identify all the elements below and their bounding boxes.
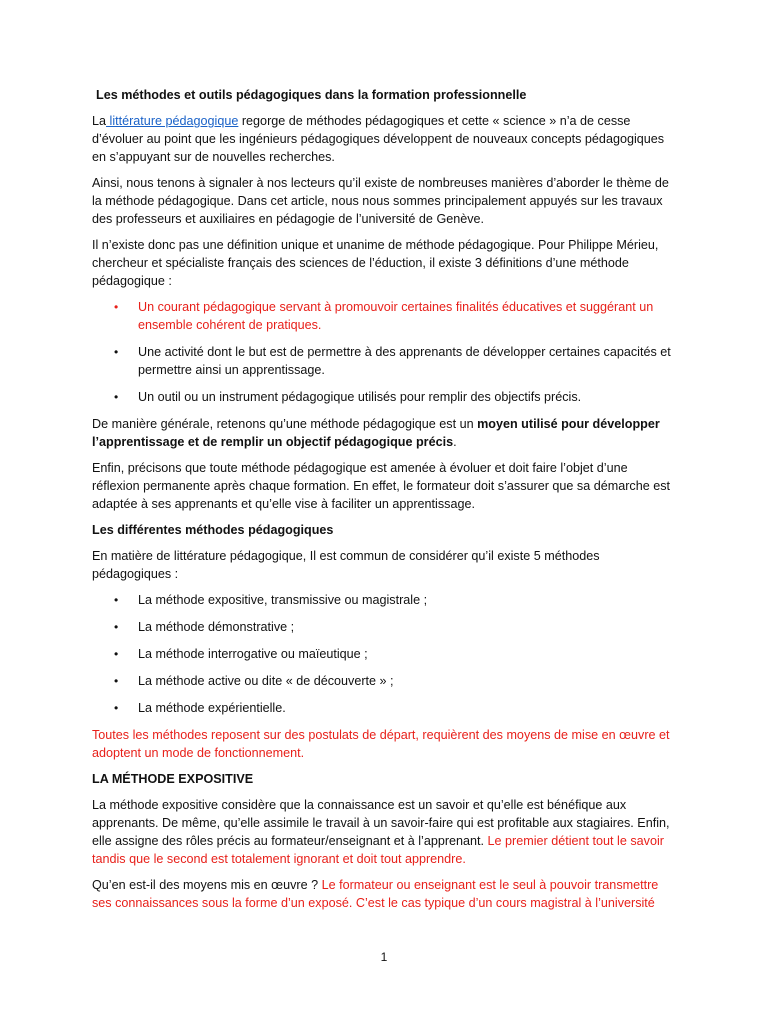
litterature-pedagogique-link[interactable]: littérature pédagogique: [106, 114, 239, 128]
general-bold-text: moyen utilisé pour développer l’apprentissage et de remplir un objectif pédagogique précis: [92, 417, 660, 449]
intro-text-rest: regorge de méthodes pédagogiques et cette « science » n’a de cesse d’évoluer au point que les ingénieurs pédagogiques développent de nouveaux concepts pédagogiques en s’appuyant sur de nouvelles recherches.: [92, 114, 665, 164]
expositive-text: La méthode expositive considère que la connaissance est un savoir et qu’elle est bénéfique aux apprenants. De même, qu’elle assimile le travail à un savoir-faire qui est profitable aux stagiaires. Enfin, elle assigne des rôles précis au formateur/enseignant et à l’apprenant.: [92, 798, 670, 848]
definition-item: • Un courant pédagogique servant à promouvoir certaines finalités éducatives et suggérant un ensemble cohérent de pratiques.: [92, 298, 678, 334]
general-text-end: .: [453, 435, 457, 449]
definitions-list: [92, 298, 678, 406]
paragraph-intro: [92, 112, 678, 166]
paragraph-moyens: [92, 876, 678, 912]
moyens-question: Qu’en est-il des moyens mis en œuvre ?: [92, 878, 319, 892]
paragraph-enfin: Enfin, précisons que toute méthode pédagogique est amenée à évoluer et doit faire l’objet d’une réflexion permanente après chaque formation. En effet, le formateur doit s’assurer que sa démarche est adaptée à ses apprenants et qu’elle vise à faciliter un apprentissage.: [92, 461, 670, 511]
definition-item: • Une activité dont le but est de permettre à des apprenants de développer certaines capacités et permettre ainsi un apprentissage.: [92, 343, 678, 379]
moyens-red-text: Le formateur ou enseignant est le seul à pouvoir transmettre ses connaissances sous la forme d’un exposé. C’est le cas typique d’un cours magistral à l’université: [92, 878, 659, 910]
method-item: • La méthode interrogative ou maïeutique ;: [92, 645, 678, 663]
expositive-red-text: Le premier détient tout le savoir tandis que le second est totalement ignorant et doit tout apprendre.: [92, 834, 664, 866]
method-item: • La méthode démonstrative ;: [92, 618, 678, 636]
method-item: • La méthode expositive, transmissive ou magistrale ;: [92, 591, 678, 609]
page-number: 1: [380, 950, 388, 964]
paragraph-methods-intro: En matière de littérature pédagogique, Il est commun de considérer qu’il existe 5 méthodes pédagogiques :: [92, 549, 600, 581]
method-item: • La méthode active ou dite « de découverte » ;: [92, 672, 678, 690]
paragraph-general: [92, 415, 678, 451]
section-heading-methods: Les différentes méthodes pédagogiques: [92, 523, 334, 537]
method-item: • La méthode expérientielle.: [92, 699, 678, 717]
document-title: Les méthodes et outils pédagogiques dans la formation professionnelle: [96, 88, 527, 102]
methods-list: [92, 591, 678, 717]
general-text-start: De manière générale, retenons qu’une méthode pédagogique est un: [92, 417, 478, 431]
intro-text-start: La: [92, 114, 107, 128]
definition-item: • Un outil ou un instrument pédagogique utilisés pour remplir des objectifs précis.: [92, 388, 678, 406]
paragraph-expositive: [92, 796, 678, 868]
paragraph-ainsi: Ainsi, nous tenons à signaler à nos lecteurs qu’il existe de nombreuses manières d’aborder le thème de la méthode pédagogique. Dans cet article, nous nous sommes principalement appuyés sur les travaux des professeurs et auxiliaires en pédagogie de l’université de Genève.: [92, 176, 669, 226]
paragraph-definition-intro: Il n’existe donc pas une définition unique et unanime de méthode pédagogique. Pour Philippe Mérieu, chercheur et spécialiste français des sciences de l’éduction, il existe 3 définitions d’une méthode pédagogique :: [92, 238, 659, 288]
section-heading-expositive: LA MÉTHODE EXPOSITIVE: [92, 772, 254, 786]
paragraph-postulats: Toutes les méthodes reposent sur des postulats de départ, requièrent des moyens de mise en œuvre et adoptent un mode de fonctionnement.: [92, 728, 670, 760]
